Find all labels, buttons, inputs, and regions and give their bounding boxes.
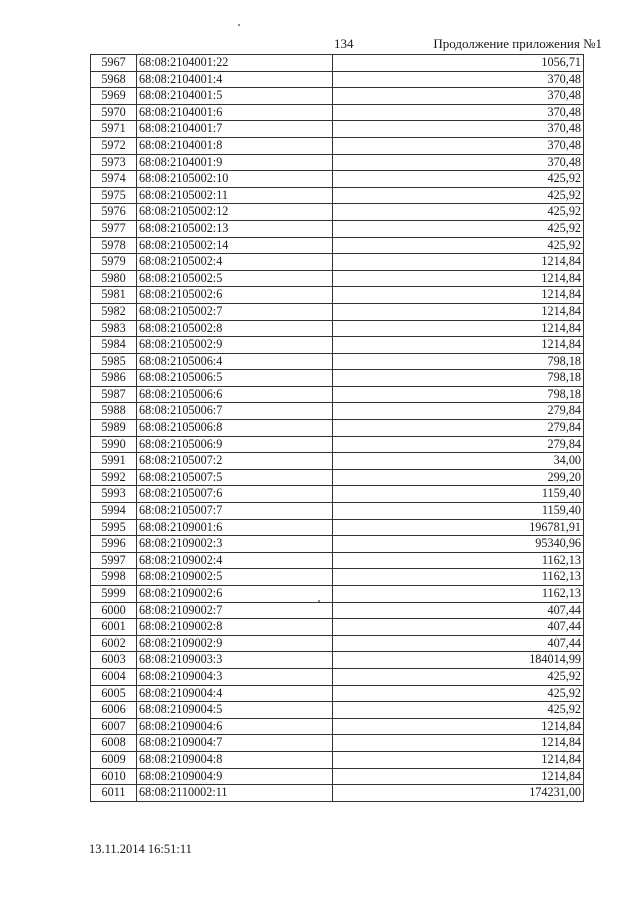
- cadastral-number-cell: 68:08:2105007:6: [137, 486, 333, 503]
- row-number-cell: 5987: [91, 386, 137, 403]
- table-row: [91, 320, 584, 337]
- cadastral-number-cell: 68:08:2104001:22: [137, 55, 333, 72]
- row-number-cell: 5980: [91, 270, 137, 287]
- cadastral-number-cell: 68:08:2104001:4: [137, 71, 333, 88]
- table-row: [91, 154, 584, 171]
- row-number-cell: 5975: [91, 187, 137, 204]
- cadastral-number-cell: 68:08:2105002:6: [137, 287, 333, 304]
- table-row: [91, 486, 584, 503]
- table-row: [91, 104, 584, 121]
- row-number-cell: 5996: [91, 536, 137, 553]
- cadastral-number-cell: 68:08:2109002:8: [137, 619, 333, 636]
- row-number-cell: 5993: [91, 486, 137, 503]
- table-row: [91, 254, 584, 271]
- cadastral-value-cell: 279,84: [333, 403, 584, 420]
- cadastral-value-cell: 370,48: [333, 137, 584, 154]
- row-number-cell: 5995: [91, 519, 137, 536]
- cadastral-value-cell: 425,92: [333, 220, 584, 237]
- cadastral-value-cell: 1214,84: [333, 718, 584, 735]
- cadastral-number-cell: 68:08:2109002:7: [137, 602, 333, 619]
- table-row: [91, 552, 584, 569]
- cadastral-number-cell: 68:08:2105002:11: [137, 187, 333, 204]
- cadastral-number-cell: 68:08:2105006:6: [137, 386, 333, 403]
- cadastral-number-cell: 68:08:2105006:4: [137, 353, 333, 370]
- table-row: [91, 718, 584, 735]
- cadastral-number-cell: 68:08:2105002:14: [137, 237, 333, 254]
- cadastral-value-cell: 1162,13: [333, 586, 584, 603]
- cadastral-number-cell: 68:08:2109004:7: [137, 735, 333, 752]
- cadastral-value-cell: 425,92: [333, 204, 584, 221]
- row-number-cell: 5974: [91, 171, 137, 188]
- cadastral-value-table: [90, 54, 584, 802]
- cadastral-number-cell: 68:08:2109004:4: [137, 685, 333, 702]
- cadastral-value-cell: 299,20: [333, 469, 584, 486]
- cadastral-value-cell: 407,44: [333, 635, 584, 652]
- table-row: [91, 71, 584, 88]
- cadastral-value-cell: 34,00: [333, 453, 584, 470]
- cadastral-number-cell: 68:08:2104001:9: [137, 154, 333, 171]
- cadastral-value-cell: 279,84: [333, 436, 584, 453]
- row-number-cell: 5988: [91, 403, 137, 420]
- cadastral-value-cell: 425,92: [333, 668, 584, 685]
- table-row: [91, 519, 584, 536]
- row-number-cell: 5991: [91, 453, 137, 470]
- cadastral-number-cell: 68:08:2105002:12: [137, 204, 333, 221]
- row-number-cell: 6011: [91, 785, 137, 802]
- row-number-cell: 6006: [91, 702, 137, 719]
- cadastral-number-cell: 68:08:2105007:2: [137, 453, 333, 470]
- cadastral-number-cell: 68:08:2109002:4: [137, 552, 333, 569]
- row-number-cell: 6000: [91, 602, 137, 619]
- row-number-cell: 5967: [91, 55, 137, 72]
- cadastral-number-cell: 68:08:2104001:6: [137, 104, 333, 121]
- row-number-cell: 5981: [91, 287, 137, 304]
- continuation-label: Продолжение приложения №1: [433, 36, 602, 51]
- cadastral-value-cell: 184014,99: [333, 652, 584, 669]
- row-number-cell: 6007: [91, 718, 137, 735]
- cadastral-number-cell: 68:08:2105007:5: [137, 469, 333, 486]
- cadastral-value-cell: 1214,84: [333, 254, 584, 271]
- table-row: [91, 88, 584, 105]
- cadastral-value-cell: 1214,84: [333, 337, 584, 354]
- table-row: [91, 337, 584, 354]
- cadastral-value-cell: 1159,40: [333, 503, 584, 520]
- table-row: [91, 735, 584, 752]
- table-row: [91, 586, 584, 603]
- cadastral-value-cell: 370,48: [333, 104, 584, 121]
- cadastral-number-cell: 68:08:2105002:9: [137, 337, 333, 354]
- row-number-cell: 5971: [91, 121, 137, 138]
- cadastral-value-cell: 798,18: [333, 353, 584, 370]
- row-number-cell: 5969: [91, 88, 137, 105]
- cadastral-value-cell: 425,92: [333, 187, 584, 204]
- cadastral-value-cell: 425,92: [333, 702, 584, 719]
- table-row: [91, 751, 584, 768]
- cadastral-number-cell: 68:08:2105006:9: [137, 436, 333, 453]
- table-row: [91, 668, 584, 685]
- row-number-cell: 5992: [91, 469, 137, 486]
- cadastral-number-cell: 68:08:2105002:10: [137, 171, 333, 188]
- table-row: [91, 121, 584, 138]
- row-number-cell: 5994: [91, 503, 137, 520]
- cadastral-value-cell: 370,48: [333, 154, 584, 171]
- cadastral-value-cell: 1214,84: [333, 303, 584, 320]
- cadastral-value-cell: 1214,84: [333, 768, 584, 785]
- table-row: [91, 635, 584, 652]
- cadastral-value-cell: 1214,84: [333, 751, 584, 768]
- table-row: [91, 702, 584, 719]
- cadastral-number-cell: 68:08:2109002:5: [137, 569, 333, 586]
- cadastral-number-cell: 68:08:2109004:8: [137, 751, 333, 768]
- row-number-cell: 5982: [91, 303, 137, 320]
- row-number-cell: 5970: [91, 104, 137, 121]
- table-row: [91, 287, 584, 304]
- cadastral-number-cell: 68:08:2109002:9: [137, 635, 333, 652]
- cadastral-number-cell: 68:08:2105002:5: [137, 270, 333, 287]
- print-timestamp: 13.11.2014 16:51:11: [89, 842, 192, 856]
- row-number-cell: 5997: [91, 552, 137, 569]
- cadastral-value-cell: 798,18: [333, 386, 584, 403]
- scan-speck: [238, 24, 240, 26]
- cadastral-number-cell: 68:08:2105002:4: [137, 254, 333, 271]
- table-row: [91, 270, 584, 287]
- table-row: [91, 353, 584, 370]
- table-row: [91, 602, 584, 619]
- table-row: [91, 303, 584, 320]
- cadastral-number-cell: 68:08:2104001:8: [137, 137, 333, 154]
- cadastral-number-cell: 68:08:2105006:8: [137, 420, 333, 437]
- cadastral-value-cell: 174231,00: [333, 785, 584, 802]
- table-row: [91, 768, 584, 785]
- row-number-cell: 5972: [91, 137, 137, 154]
- cadastral-number-cell: 68:08:2109004:3: [137, 668, 333, 685]
- cadastral-number-cell: 68:08:2109002:3: [137, 536, 333, 553]
- row-number-cell: 5990: [91, 436, 137, 453]
- cadastral-value-cell: 1162,13: [333, 569, 584, 586]
- cadastral-value-cell: 1162,13: [333, 552, 584, 569]
- table-row: [91, 171, 584, 188]
- table-row: [91, 403, 584, 420]
- row-number-cell: 6001: [91, 619, 137, 636]
- table-row: [91, 785, 584, 802]
- row-number-cell: 5978: [91, 237, 137, 254]
- cadastral-value-cell: 425,92: [333, 237, 584, 254]
- cadastral-number-cell: 68:08:2104001:5: [137, 88, 333, 105]
- row-number-cell: 6010: [91, 768, 137, 785]
- cadastral-value-cell: 1214,84: [333, 287, 584, 304]
- row-number-cell: 5985: [91, 353, 137, 370]
- cadastral-value-cell: 425,92: [333, 685, 584, 702]
- cadastral-number-cell: 68:08:2110002:11: [137, 785, 333, 802]
- row-number-cell: 6008: [91, 735, 137, 752]
- cadastral-value-cell: 370,48: [333, 71, 584, 88]
- cadastral-number-cell: 68:08:2104001:7: [137, 121, 333, 138]
- cadastral-number-cell: 68:08:2105006:5: [137, 370, 333, 387]
- table-row: [91, 469, 584, 486]
- cadastral-number-cell: 68:08:2109002:6: [137, 586, 333, 603]
- row-number-cell: 6003: [91, 652, 137, 669]
- row-number-cell: 6005: [91, 685, 137, 702]
- row-number-cell: 5976: [91, 204, 137, 221]
- cadastral-value-cell: 370,48: [333, 121, 584, 138]
- table-row: [91, 420, 584, 437]
- cadastral-value-cell: 1214,84: [333, 735, 584, 752]
- row-number-cell: 5986: [91, 370, 137, 387]
- cadastral-value-cell: 1159,40: [333, 486, 584, 503]
- cadastral-value-cell: 798,18: [333, 370, 584, 387]
- table-row: [91, 55, 584, 72]
- row-number-cell: 5979: [91, 254, 137, 271]
- cadastral-number-cell: 68:08:2109004:9: [137, 768, 333, 785]
- table-row: [91, 569, 584, 586]
- row-number-cell: 6004: [91, 668, 137, 685]
- cadastral-value-cell: 407,44: [333, 602, 584, 619]
- table-body: [91, 55, 584, 802]
- table-row: [91, 370, 584, 387]
- page-number: 134: [334, 36, 354, 51]
- table-row: [91, 187, 584, 204]
- row-number-cell: 6002: [91, 635, 137, 652]
- table-row: [91, 536, 584, 553]
- cadastral-number-cell: 68:08:2109004:6: [137, 718, 333, 735]
- cadastral-number-cell: 68:08:2109001:6: [137, 519, 333, 536]
- row-number-cell: 5977: [91, 220, 137, 237]
- cadastral-value-cell: 407,44: [333, 619, 584, 636]
- table-row: [91, 453, 584, 470]
- cadastral-value-cell: 1214,84: [333, 320, 584, 337]
- cadastral-value-cell: 196781,91: [333, 519, 584, 536]
- table-row: [91, 220, 584, 237]
- table-row: [91, 204, 584, 221]
- row-number-cell: 5968: [91, 71, 137, 88]
- table-row: [91, 652, 584, 669]
- row-number-cell: 6009: [91, 751, 137, 768]
- cadastral-number-cell: 68:08:2105006:7: [137, 403, 333, 420]
- table-row: [91, 436, 584, 453]
- row-number-cell: 5984: [91, 337, 137, 354]
- cadastral-number-cell: 68:08:2109003:3: [137, 652, 333, 669]
- cadastral-number-cell: 68:08:2109004:5: [137, 702, 333, 719]
- cadastral-value-cell: 1214,84: [333, 270, 584, 287]
- cadastral-value-cell: 95340,96: [333, 536, 584, 553]
- row-number-cell: 5989: [91, 420, 137, 437]
- table-row: [91, 237, 584, 254]
- cadastral-value-cell: 1056,71: [333, 55, 584, 72]
- cadastral-value-cell: 370,48: [333, 88, 584, 105]
- cadastral-number-cell: 68:08:2105002:8: [137, 320, 333, 337]
- table-row: [91, 619, 584, 636]
- cadastral-value-cell: 279,84: [333, 420, 584, 437]
- table-row: [91, 386, 584, 403]
- cadastral-number-cell: 68:08:2105007:7: [137, 503, 333, 520]
- row-number-cell: 5983: [91, 320, 137, 337]
- table-row: [91, 137, 584, 154]
- table-row: [91, 685, 584, 702]
- row-number-cell: 5973: [91, 154, 137, 171]
- row-number-cell: 5998: [91, 569, 137, 586]
- row-number-cell: 5999: [91, 586, 137, 603]
- table-row: [91, 503, 584, 520]
- cadastral-value-cell: 425,92: [333, 171, 584, 188]
- cadastral-number-cell: 68:08:2105002:7: [137, 303, 333, 320]
- cadastral-number-cell: 68:08:2105002:13: [137, 220, 333, 237]
